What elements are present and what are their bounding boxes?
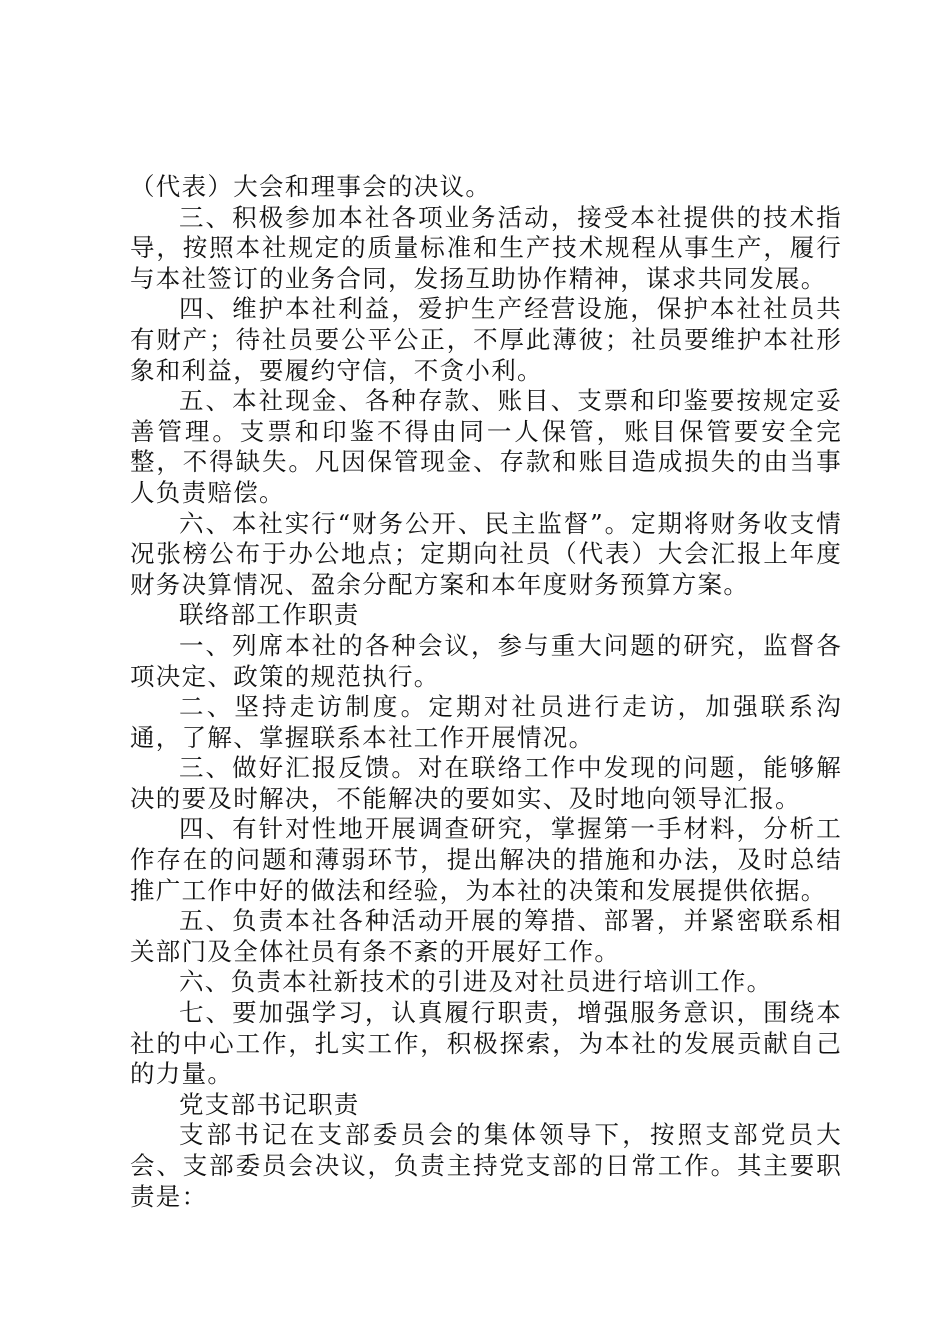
paragraph-liaison-5: 五、负责本社各种活动开展的筹措、部署，并紧密联系相关部门及全体社员有条不紊的开展好工作。 [130,906,842,966]
paragraph-liaison-1: 一、列席本社的各种会议，参与重大问题的研究，监督各项决定、政策的规范执行。 [130,630,842,691]
paragraph-continuation: （代表）大会和理事会的决议。 [130,172,492,201]
document-body [130,172,842,1212]
paragraph-liaison-3: 三、做好汇报反馈。对在联络工作中发现的问题，能够解决的要及时解决，不能解决的要如实、及时地向领导汇报。 [130,753,842,813]
paragraph-liaison-4: 四、有针对性地开展调查研究，掌握第一手材料，分析工作存在的问题和薄弱环节，提出解决的措施和办法，及时总结推广工作中好的做法和经验，为本社的决策和发展提供依据。 [130,814,842,905]
paragraph-liaison-6: 六、负责本社新技术的引进及对社员进行培训工作。 [179,967,773,997]
section-heading-party-secretary: 党支部书记职责 [179,1089,360,1119]
paragraph-duty-3: 三、积极参加本社各项业务活动，接受本社提供的技术指导，按照本社规定的质量标准和生产技术规程从事生产，履行与本社签订的业务合同，发扬互助协作精神，谋求共同发展。 [130,202,842,293]
paragraph-liaison-7: 七、要加强学习，认真履行职责，增强服务意识，围绕本社的中心工作，扎实工作，积极探索，为本社的发展贡献自己的力量。 [130,998,842,1089]
section-heading-liaison: 联络部工作职责 [179,600,360,630]
paragraph-duty-5: 五、本社现金、各种存款、账目、支票和印鉴要按规定妥善管理。支票和印鉴不得由同一人保管，账目保管要安全完整，不得缺失。凡因保管现金、存款和账目造成损失的由当事人负责赔偿。 [130,386,842,507]
paragraph-liaison-2: 二、坚持走访制度。定期对社员进行走访，加强联系沟通，了解、掌握联系本社工作开展情况。 [130,692,842,752]
paragraph-secretary-intro: 支部书记在支部委员会的集体领导下，按照支部党员大会、支部委员会决议，负责主持党支部的日常工作。其主要职责是： [130,1120,842,1211]
paragraph-duty-6: 六、本社实行“财务公开、民主监督”。定期将财务收支情况张榜公布于办公地点；定期向社员（代表）大会汇报上年度财务决算情况、盈余分配方案和本年度财务预算方案。 [130,508,842,599]
paragraph-duty-4: 四、维护本社利益，爱护生产经营设施，保护本社社员共有财产；待社员要公平公正，不厚此薄彼；社员要维护本社形象和利益，要履约守信，不贪小利。 [130,294,842,385]
